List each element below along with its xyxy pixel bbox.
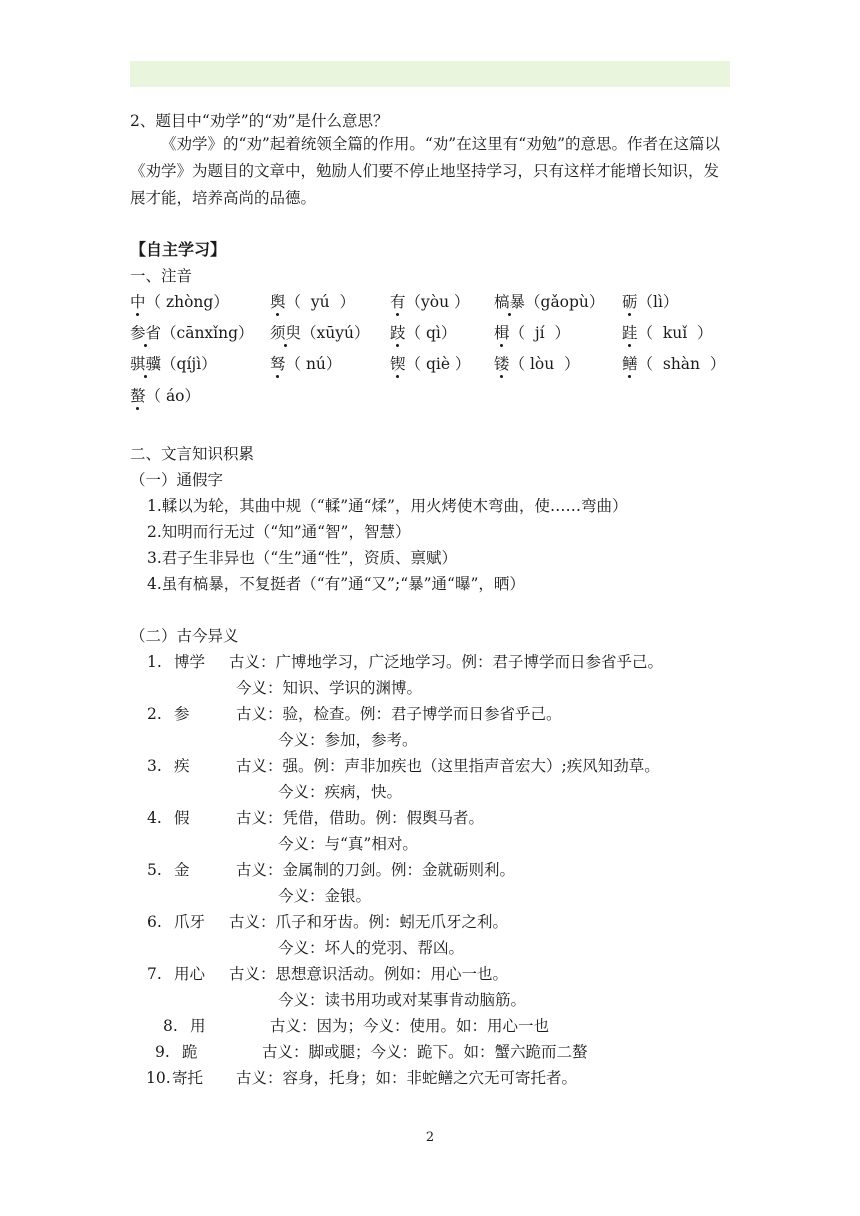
guji-word: 金	[174, 861, 190, 879]
guji-modern: 今义：疾病，快。	[278, 783, 403, 801]
pinyin-character: 跂	[390, 324, 406, 342]
pinyin-reading: （ nú）	[285, 355, 342, 373]
guji-title: （二）古今异义	[130, 627, 239, 645]
pinyin-reading: （ áo）	[145, 387, 201, 405]
pinyin-character: 舆	[270, 293, 286, 311]
guji-num: 4.	[147, 809, 162, 827]
pinyin-character: 楫	[494, 324, 510, 342]
guji-modern: 今义：坏人的党羽、帮凶。	[278, 939, 465, 957]
pinyin-item	[270, 292, 355, 312]
pinyin-character: 须臾	[270, 324, 302, 342]
pinyin-character: 参省	[130, 324, 162, 342]
pinyin-reading: （ qì）	[405, 324, 457, 342]
self-study-heading: 【自主学习】	[130, 240, 227, 259]
pinyin-reading: （cānxǐng）	[161, 324, 254, 342]
guji-ancient: 古义：脚或腿；今义：跪下。如：蟹六跪而二螯	[262, 1043, 588, 1061]
tongjia-title: （一）通假字	[130, 471, 224, 489]
pinyin-item	[270, 323, 369, 343]
pinyin-character: 跬	[622, 324, 638, 342]
guji-ancient: 古义：爪子和牙齿。例：蚓无爪牙之利。	[229, 913, 509, 931]
highlight-bar	[130, 61, 730, 87]
pinyin-reading: （yòu ）	[405, 293, 470, 311]
page-number: 2	[425, 1130, 435, 1145]
guji-ancient: 古义：验，检查。例：君子博学而日参省乎己。	[236, 705, 562, 723]
tongjia-item: 2.知明而行无过（“知”通“智”，智慧）	[147, 523, 411, 541]
pinyin-character: 螯	[130, 387, 146, 405]
guji-word: 用心	[174, 965, 206, 983]
pinyin-item	[130, 323, 254, 343]
pinyin-reading: （ zhòng）	[145, 293, 229, 311]
pinyin-reading: （qíjì）	[161, 355, 217, 373]
pinyin-reading: （xūyú）	[301, 324, 370, 342]
question-title: 2、题目中“劝学”的“劝”是什么意思？	[130, 112, 389, 130]
guji-ancient: 古义：凭借，借助。例：假舆马者。	[236, 809, 485, 827]
classical-section-title: 二、文言知识积累	[130, 445, 255, 463]
pinyin-character: 鳝	[622, 355, 638, 373]
question-answer: 《劝学》的“劝”起着统领全篇的作用。“劝”在这里有“劝勉”的意思。作者在这篇以《劝学》为题目的文章中，勉励人们要不停止地坚持学习，只有这样才能增长知识，发展才能，培养高尚的品德。	[130, 135, 721, 207]
guji-num: 10.	[146, 1069, 171, 1087]
guji-word: 参	[174, 705, 190, 723]
guji-word: 爪牙	[174, 913, 206, 931]
pinyin-item	[622, 292, 678, 312]
guji-ancient: 古义：容身，托身；如：非蛇鳝之穴无可寄托者。	[236, 1069, 578, 1087]
guji-num: 8.	[163, 1017, 178, 1035]
guji-num: 2.	[147, 705, 162, 723]
guji-word: 博学	[174, 653, 206, 671]
guji-num: 7.	[147, 965, 162, 983]
pinyin-character: 中	[130, 293, 146, 311]
pinyin-item	[494, 292, 604, 312]
pinyin-item	[494, 354, 580, 374]
pinyin-item	[130, 386, 200, 406]
pinyin-reading: （ jí ）	[509, 324, 570, 342]
pinyin-reading: （gǎopù）	[525, 293, 605, 311]
pinyin-reading: （ lòu ）	[509, 355, 580, 373]
guji-num: 3.	[147, 757, 162, 775]
pinyin-item	[494, 323, 570, 343]
pinyin-character: 驽	[270, 355, 286, 373]
pinyin-reading: （ yú ）	[285, 293, 355, 311]
guji-modern: 今义：知识、学识的渊博。	[236, 679, 423, 697]
pinyin-reading: （ shàn ）	[637, 355, 726, 373]
tongjia-item: 3.君子生非异也（“生”通“性”，资质、禀赋）	[147, 549, 457, 567]
pinyin-item	[390, 354, 470, 374]
pinyin-reading: （ kuǐ ）	[637, 324, 713, 342]
guji-word: 跪	[182, 1043, 198, 1061]
guji-word: 寄托	[172, 1069, 204, 1087]
pinyin-item	[390, 323, 456, 343]
guji-num: 1.	[147, 653, 162, 671]
guji-modern: 今义：与“真”相对。	[278, 835, 418, 853]
guji-word: 疾	[174, 757, 190, 775]
guji-modern: 今义：金银。	[278, 887, 372, 905]
pinyin-item	[390, 292, 470, 312]
pinyin-character: 有	[390, 293, 406, 311]
pinyin-section-title: 一、注音	[130, 267, 193, 285]
pinyin-reading: （ qiè ）	[405, 355, 471, 373]
guji-num: 5.	[147, 861, 162, 879]
pinyin-item	[130, 292, 229, 312]
guji-ancient: 古义：广博地学习，广泛地学习。例：君子博学而日参省乎己。	[229, 653, 664, 671]
pinyin-item	[130, 354, 217, 374]
pinyin-item	[622, 354, 725, 374]
guji-ancient: 古义：因为；今义：使用。如：用心一也	[270, 1017, 550, 1035]
pinyin-character: 砺	[622, 293, 638, 311]
guji-num: 9.	[155, 1043, 170, 1061]
guji-ancient: 古义：思想意识活动。例如：用心一也。	[229, 965, 509, 983]
guji-modern: 今义：读书用功或对某事肯动脑筋。	[278, 991, 527, 1009]
guji-ancient: 古义：金属制的刀剑。例：金就砺则利。	[236, 861, 516, 879]
guji-word: 假	[174, 809, 190, 827]
tongjia-item: 4.虽有槁暴，不复挺者（“有”通“又”;“暴”通“曝”，晒）	[147, 575, 525, 593]
guji-modern: 今义：参加，参考。	[278, 731, 418, 749]
guji-word: 用	[190, 1017, 206, 1035]
pinyin-reading: （lì）	[637, 293, 679, 311]
tongjia-item: 1.輮以为轮，其曲中规（“輮”通“煣”，用火烤使木弯曲，使……弯曲）	[147, 497, 628, 515]
guji-num: 6.	[147, 913, 162, 931]
pinyin-character: 锲	[390, 355, 406, 373]
guji-ancient: 古义：强。例：声非加疾也（这里指声音宏大）;疾风知劲草。	[236, 757, 660, 775]
pinyin-item	[622, 323, 713, 343]
pinyin-character: 骐骥	[130, 355, 162, 373]
pinyin-character: 槁暴	[494, 293, 526, 311]
pinyin-character: 镂	[494, 355, 510, 373]
pinyin-item	[270, 354, 341, 374]
